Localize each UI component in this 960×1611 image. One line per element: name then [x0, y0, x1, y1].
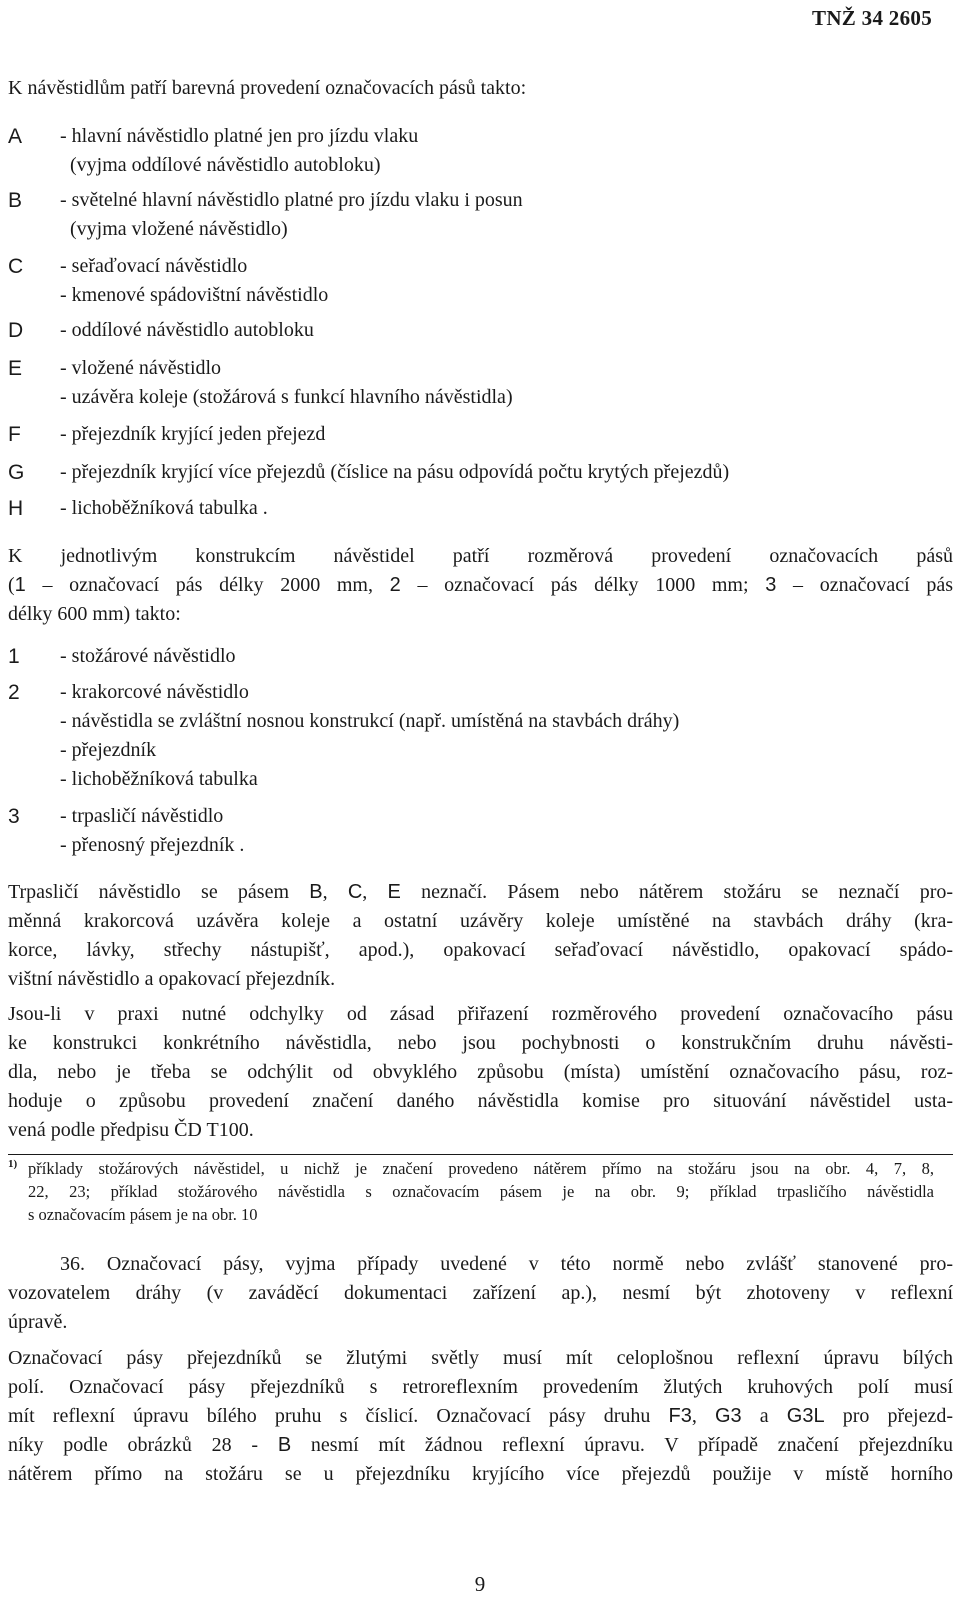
paragraph-line: délky 600 mm) takto:	[8, 603, 181, 625]
footnote-text	[28, 1157, 934, 1226]
section-number: 36.	[60, 1253, 85, 1275]
item-text: - krakorcové návěstidlo	[60, 681, 249, 703]
footnote-line: příklady stožárových návěstidel, u nichž je značení provedeno nátěrem přímo na stožáru jsou na obr. 4, 7, 8,	[28, 1159, 934, 1178]
paragraph-dwarf-signal	[8, 878, 953, 994]
section-36	[8, 1250, 953, 1337]
paragraph-line: úpravě.	[8, 1311, 68, 1333]
paragraph-line: dla, nebo je třeba se odchýlit od obvyklého způsobu (místa) umístění označovacího pásu, roz-	[8, 1061, 953, 1083]
item-text: - světelné hlavní návěstidlo platné pro jízdu vlaku i posun	[60, 189, 523, 211]
line-text: ,	[691, 1405, 715, 1427]
item-key: C	[8, 255, 24, 278]
item-text: - lichoběžníková tabulka .	[60, 497, 268, 519]
paragraph-line	[8, 571, 953, 600]
item-key: G	[8, 461, 25, 484]
paragraph-line	[8, 1250, 953, 1279]
item-text: (vyjma oddílové návěstidlo autobloku)	[70, 154, 381, 176]
item-text: - přejezdník	[60, 739, 157, 761]
footnote-line: s označovacím pásem je na obr. 10	[28, 1205, 258, 1224]
item-key: D	[8, 319, 24, 342]
item-text: - hlavní návěstidlo platné jen pro jízdu vlaku	[60, 125, 419, 147]
item-text: - přenosný přejezdník .	[60, 834, 245, 856]
item-text: - návěstidla se zvláštní nosnou konstrukcí (např. umístěná na stavbách dráhy)	[60, 710, 680, 732]
line-text: – označovací pás délky 1000 mm;	[400, 574, 766, 596]
paragraph-line	[8, 878, 953, 907]
line-text: ,	[362, 881, 388, 903]
size-key: 1	[14, 574, 26, 596]
document-code: TNŽ 34 2605	[812, 6, 932, 30]
paragraph-line	[8, 1402, 953, 1431]
item-text: - přejezdník kryjící více přejezdů (číslice na pásu odpovídá počtu krytých přejezdů)	[60, 461, 730, 483]
item-text: - přejezdník kryjící jeden přejezd	[60, 423, 326, 445]
item-text: - stožárové návěstidlo	[60, 645, 236, 667]
line-text: Trpasličí návěstidlo se pásem	[8, 881, 310, 903]
paragraph-line: K jednotlivým konstrukcím návěstidel patří rozměrová provedení označovacích pásů	[8, 545, 953, 567]
paragraph-line	[8, 1431, 953, 1460]
paragraph-line: vozovatelem dráhy (v zaváděcí dokumentaci zařízení ap.), nesmí být zhotoveny v reflexní	[8, 1282, 953, 1304]
item-text: - kmenové spádovištní návěstidlo	[60, 284, 329, 306]
color-key: B	[309, 881, 323, 903]
paragraph-line: korce, lávky, střechy nástupišť, apod.), opakovací seřaďovací návěstidlo, opakovací spádo-	[8, 939, 953, 961]
item-text: - vložené návěstidlo	[60, 357, 222, 379]
line-text: pro přejezd-	[824, 1405, 954, 1427]
paragraph-line: vená podle předpisu ČD T100.	[8, 1119, 254, 1141]
type-key: F3	[668, 1405, 692, 1427]
line-text: (	[8, 574, 15, 596]
item-key: 3	[8, 805, 20, 828]
page-number: 9	[474, 1572, 486, 1596]
line-text: mít reflexní úpravu bílého pruhu s číslicí. Označovací pásy druhu	[8, 1405, 669, 1427]
item-key: B	[8, 189, 23, 212]
color-key: C	[347, 881, 363, 903]
line-text: nesmí mít žádnou reflexní úpravu. V případě značení přejezdníku	[291, 1434, 953, 1456]
line-text: neznačí. Pásem nebo nátěrem stožáru se neznačí pro-	[400, 881, 954, 903]
item-text: - oddílové návěstidlo autobloku	[60, 319, 314, 341]
footnote-divider	[8, 1154, 953, 1155]
line-text: ,	[322, 881, 348, 903]
paragraph-line: měnná krakorcová uzávěra koleje a ostatní uzávěry koleje umístěné na stavbách dráhy (kra-	[8, 910, 953, 932]
item-key: 2	[8, 681, 20, 704]
paragraph-line: nátěrem přímo na stožáru se u přejezdníku kryjícího více přejezdů použije v místě horního	[8, 1463, 953, 1485]
intro-colors: K návěstidlům patří barevná provedení označovacích pásů takto:	[8, 77, 527, 99]
item-text: - seřaďovací návěstidlo	[60, 255, 248, 277]
item-text: (vyjma vložené návěstidlo)	[70, 218, 288, 240]
item-text: - trpasličí návěstidlo	[60, 805, 224, 827]
paragraph-crossing	[8, 1344, 953, 1489]
footnote-mark: 1)	[8, 1158, 18, 1170]
intro-sizes	[8, 542, 953, 629]
paragraph-line: Označovací pásy přejezdníků se žlutými světly musí mít celoplošnou reflexní úpravu bílých	[8, 1347, 953, 1369]
size-key: 3	[765, 574, 777, 596]
paragraph-line: Jsou-li v praxi nutné odchylky od zásad přiřazení rozměrového provedení označovacího pásu	[8, 1003, 953, 1025]
type-key: B	[277, 1434, 292, 1456]
size-key: 2	[389, 574, 401, 596]
paragraph-line: vištní návěstidlo a opakovací přejezdník.	[8, 968, 336, 990]
line-text: – označovací pás	[776, 574, 953, 596]
footnote-line: 22, 23; příklad stožárového návěstidla s označovacím pásem je na obr. 9; příklad trpasličího návěstidla	[28, 1182, 934, 1201]
line-text: níky podle obrázků 28 -	[8, 1434, 278, 1456]
paragraph-line: hoduje o způsobu provedení značení daného návěstidla komise pro situování návěstidel usta-	[8, 1090, 953, 1112]
line-text: Označovací pásy, vyjma případy uvedené v této normě nebo zvlášť stanovené pro-	[85, 1253, 953, 1275]
paragraph-deviation	[8, 1000, 953, 1145]
item-key: 1	[8, 645, 20, 668]
paragraph-line: polí. Označovací pásy přejezdníků s retroreflexním provedením žlutých kruhových polí musí	[8, 1376, 953, 1398]
type-key: G3L	[786, 1405, 825, 1427]
item-key: E	[8, 357, 23, 380]
item-text: - uzávěra koleje (stožárová s funkcí hlavního návěstidla)	[60, 386, 513, 408]
line-text: a	[741, 1405, 787, 1427]
item-key: H	[8, 497, 24, 520]
item-key: F	[8, 423, 21, 446]
item-key: A	[8, 125, 23, 148]
color-key: E	[387, 881, 401, 903]
paragraph-line: ke konstrukci konkrétního návěstidla, nebo jsou pochybnosti o konstrukčním druhu návěsti-	[8, 1032, 953, 1054]
item-text: - lichoběžníková tabulka	[60, 768, 258, 790]
type-key: G3	[714, 1405, 742, 1427]
line-text: – označovací pás délky 2000 mm,	[25, 574, 390, 596]
